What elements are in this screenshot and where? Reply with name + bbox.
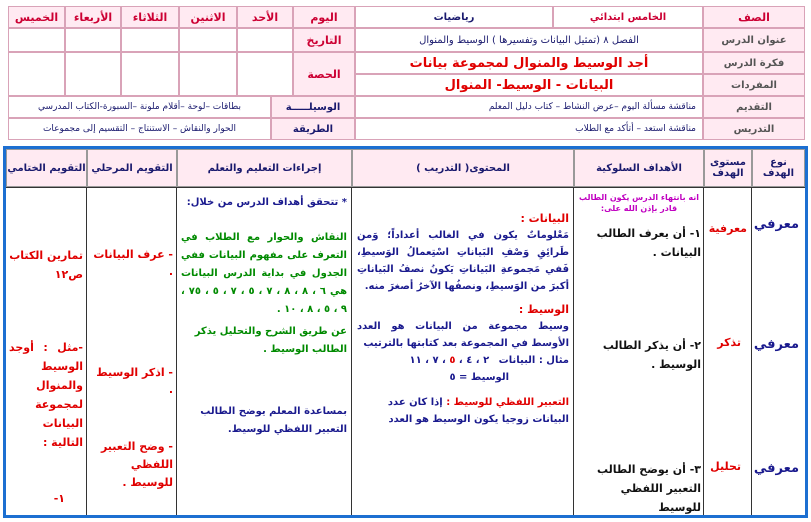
day-monday: الاثنين [179, 6, 237, 28]
lesson-idea-label: فكرة الدرس [703, 52, 805, 74]
col-header-summative: التقويم الختامي [6, 149, 87, 187]
content-median-text: وسيط مجموعة من البيانات هو العدد الأوسط في المجموعة بعد كتابتها بالترتيب [357, 321, 569, 349]
objective-2: ٢- أن يذكر الطالب الوسيط . [602, 339, 701, 371]
content-example: مثال : البيانات ٢ ، ٤ ، ٥ ، ٧ ، ١١ [409, 355, 569, 366]
date-wednesday [65, 28, 121, 52]
method-label: الطريقة [271, 118, 355, 140]
objectives-intro: انه بانتهاء الدرس يكون الطالب قادر بإذن الله على: [579, 193, 699, 213]
vocab-value: البيانات - الوسيط- المنوال [355, 74, 703, 96]
col-header-content: المحتوى( التدريب ) [352, 149, 574, 187]
lesson-table [3, 146, 808, 518]
table-body [6, 187, 805, 515]
formative-2: - اذكر الوسيط . [96, 366, 173, 396]
vocab-label: المفردات [703, 74, 805, 96]
subject-value: رياضيات [355, 6, 553, 28]
content-verbal-text: إذا كان عدد البيانات زوجيا يكون الوسيط هو العدد [387, 397, 569, 425]
goal-level-1: معرفية [708, 222, 747, 235]
formative-3: - وضح التعبير اللفظي للوسيط . [100, 440, 173, 489]
lesson-title-label: عنوان الدرس [703, 28, 805, 52]
day-wednesday: الأربعاء [65, 6, 121, 28]
summative-3: ١- [53, 492, 65, 505]
content-median-title: الوسيط : [518, 303, 569, 316]
date-label: التاريخ [293, 28, 355, 52]
intro-label: التقديم [703, 96, 805, 118]
means-value: بطاقات –لوحة –أقلام ملونة –السبورة-الكتاب المدرسي [8, 96, 271, 118]
day-label: اليوم [293, 6, 355, 28]
date-tuesday [121, 28, 179, 52]
content-cell [357, 210, 569, 428]
objective-3: ٣- أن يوضح الطالب التعبير اللفظي للوسيط [596, 463, 701, 514]
col-header-objectives: الأهداف السلوكية [574, 149, 704, 187]
grade-label: الصف [703, 6, 805, 28]
lesson-idea-value: أجد الوسيط والمنوال لمجموعة بيانات [355, 52, 703, 74]
lesson-header [8, 6, 805, 142]
example-value-2: ٤ [466, 355, 473, 366]
means-label: الوسيلـــــة [271, 96, 355, 118]
period-wednesday [65, 52, 121, 96]
objective-1: ١- أن يعرف الطالب البيانات . [596, 227, 701, 259]
method-value: الحوار والنقاش – الاستنتاج – التقسيم إلى مجموعات [8, 118, 271, 140]
date-sunday [237, 28, 293, 52]
example-value-5: ١١ [409, 355, 422, 366]
period-tuesday [121, 52, 179, 96]
grade-value: الخامس ابتدائي [553, 6, 703, 28]
content-verbal-title: التعبير اللفظي للوسيط : إذا كان عدد البيانات زوجيا يكون الوسيط هو العدد [387, 397, 569, 425]
col-header-procedures: إجراءات التعليم والتعلم [177, 149, 352, 187]
content-data-title: البيانات : [520, 212, 569, 225]
date-monday [179, 28, 237, 52]
procedure-3: بمساعدة المعلم يوضح الطالب التعبير اللفظي للوسيط. [200, 406, 347, 435]
period-thursday [8, 52, 65, 96]
day-thursday: الخميس [8, 6, 65, 28]
content-example-label: مثال : البيانات [498, 355, 569, 366]
col-header-goal-level: مستوى الهدف [704, 149, 752, 187]
col-header-formative: التقويم المرحلي [87, 149, 177, 187]
example-value-1: ٢ [483, 355, 490, 366]
period-monday [179, 52, 237, 96]
content-data-text: مَعْلوماتٌ يكون في الغالب أعداداً؛ وَمن طَرائِقِ وَصْفِ البَياناتِ اسْتِعمالُ الوَسيطِ، فَفي مَجموعةِ البَياناتِ يَكونُ نصفُ البَياناتِ أكبرَ من الوَسيطِ، ونصفُها الآخرُ أصغرَ منه. [357, 230, 569, 292]
intro-value: مناقشة مسألة اليوم –عرض النشاط – كتاب دليل المعلم [355, 96, 703, 118]
period-sunday [237, 52, 293, 96]
day-tuesday: الثلاثاء [121, 6, 179, 28]
goal-type-3: معرفي [753, 461, 799, 476]
date-thursday [8, 28, 65, 52]
procedure-1: النقاش والحوار مع الطلاب في التعرف على مفهوم البيانات ففي الجدول في بداية الدرس البيانات هي ٦ ، ٨ ، ٨ ، ٧ ، ٥ ، ٧ ، ٥ ، ٧٥ ، ٩ ، ٥ ، ٨ ، ١٠ . [181, 232, 348, 315]
procedures-intro: * تتحقق أهداف الدرس من خلال: [186, 197, 347, 208]
goal-level-2: تذكر [717, 336, 741, 349]
goal-type-2: معرفي [753, 337, 799, 352]
formative-1: - عرف البيانات . [93, 248, 173, 278]
content-example-result: الوسيط = ٥ [449, 372, 509, 383]
goal-level-3: تحليل [710, 460, 741, 473]
procedure-2: عن طريق الشرح والتحليل يذكر الطالب الوسيط . [194, 326, 347, 355]
lesson-title-value: الفصل ٨ (تمثيل البيانات وتفسيرها ) الوسيط والمنوال [355, 28, 703, 52]
example-value-4: ٧ [432, 355, 439, 366]
example-value-3: ٥ [449, 355, 456, 366]
col-header-goal-type: نوع الهدف [752, 149, 805, 187]
period-label: الحصة [293, 52, 355, 96]
teaching-label: التدريس [703, 118, 805, 140]
procedures-cell [181, 194, 347, 439]
summative-1: تمارين الكتاب ص١٢ [9, 249, 83, 281]
goal-type-1: معرفي [753, 217, 799, 232]
summative-2: -مثل : أوجد الوسيط والمنوال لمجموعة البيانات التالية : [9, 341, 83, 449]
teaching-value: مناقشة استعد – أتأكد مع الطلاب [355, 118, 703, 140]
day-sunday: الأحد [237, 6, 293, 28]
